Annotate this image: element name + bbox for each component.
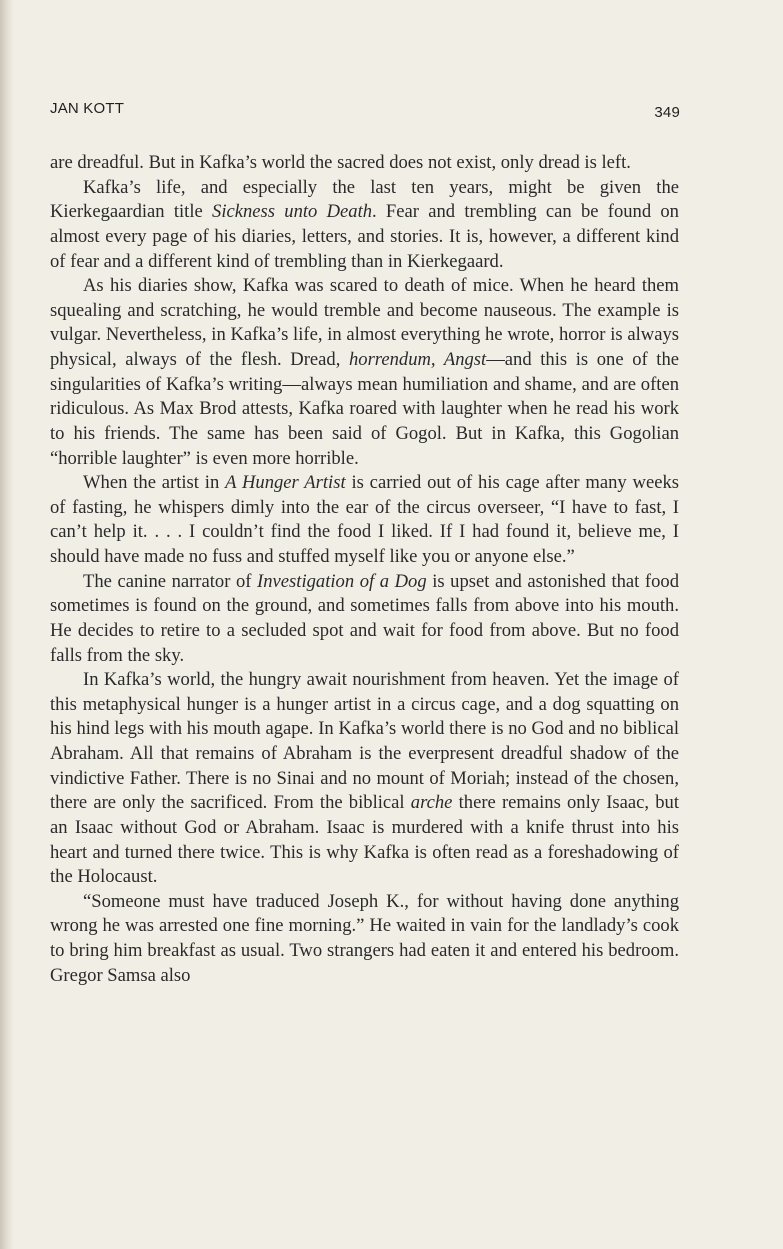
running-header	[50, 100, 680, 124]
text-run: As his diaries show, Kafka was scared to death of mice. When he heard them squealing and scratching, he would tremble and become nauseous. The example is vulgar. Nevertheless, in Kafka’s life, in almost everything he wrote, horror is always physical, always of the flesh. Dread,	[50, 275, 679, 370]
text-run: . Fear and trembling can be found on almost every page of his diaries, letters, and stories. It is, however, a different kind of fear and a different kind of trembling than in Kierkegaard.	[50, 201, 679, 272]
text-run: “Someone must have traduced Joseph K., for without having done anything wrong he was arrested one fine morning.” He waited in vain for the landlady’s cook to bring him breakfast as usual. Two strangers had eaten it and entered his bedroom. Gregor Samsa also	[50, 890, 679, 986]
paragraph	[50, 151, 679, 176]
page-number: 349	[654, 104, 680, 121]
paragraph	[50, 176, 679, 275]
text-run: there remains only Isaac, but an Isaac without God or Abraham. Isaac is murdered with a knife thrust into his heart and turned there twice. This is why Kafka is often read as a foreshadowing of the Holocaust.	[50, 792, 679, 888]
paragraph	[50, 570, 679, 669]
running-head-author: JAN KOTT	[50, 100, 125, 117]
paragraph	[50, 890, 679, 989]
page-binding-shadow	[0, 0, 14, 1249]
text-run: is upset and astonished that food sometimes is found on the ground, and sometimes falls from above into his mouth. He decides to retire to a secluded spot and wait for food from above. But no food falls from the sky.	[50, 570, 679, 666]
text-run: is carried out of his cage after many weeks of fasting, he whispers dimly into the ear of the circus overseer, “I have to fast, I can’t help it. . . . I couldn’t find the food I liked. If I had found it, believe me, I should have made no fuss and stuffed myself like you or anyone else.”	[50, 472, 679, 567]
paragraph	[50, 274, 679, 471]
italic-title: horrendum, Angst	[348, 349, 487, 370]
text-run: —and this is one of the singularities of Kafka’s writing—always mean humiliation and shame, and are often ridiculous. As Max Brod attests, Kafka roared with laughter when he read his work to his friends. The same has been said of Gogol. But in Kafka, this Gogolian “horrible laughter” is even more horrible.	[50, 349, 680, 469]
body-text	[50, 151, 679, 988]
text-run: are dreadful. But in Kafka’s world the sacred does not exist, only dread is left.	[50, 152, 631, 173]
italic-title: Sickness unto Death	[212, 201, 373, 223]
italic-title: arche	[410, 792, 453, 814]
text-run: In Kafka’s world, the hungry await nourishment from heaven. Yet the image of this metaphysical hunger is a hunger artist in a circus cage, and a dog squatting on his hind legs with his mouth agape. In Kafka’s world there is no God and no biblical Abraham. All that remains of Abraham is the everpresent dreadful shadow of the vindictive Father. There is no Sinai and no mount of Moriah; instead of the chosen, there are only the sacrificed. From the biblical	[50, 669, 679, 814]
paragraph	[50, 668, 679, 890]
paragraph	[50, 471, 679, 570]
text-run: Kafka’s life, and especially the last ten years, might be given the Kierkegaardian title	[50, 176, 679, 223]
text-run: The canine narrator of	[83, 570, 258, 592]
text-run: When the artist in	[83, 472, 226, 494]
italic-title: A Hunger Artist	[225, 472, 346, 494]
italic-title: Investigation of a Dog	[257, 570, 427, 592]
